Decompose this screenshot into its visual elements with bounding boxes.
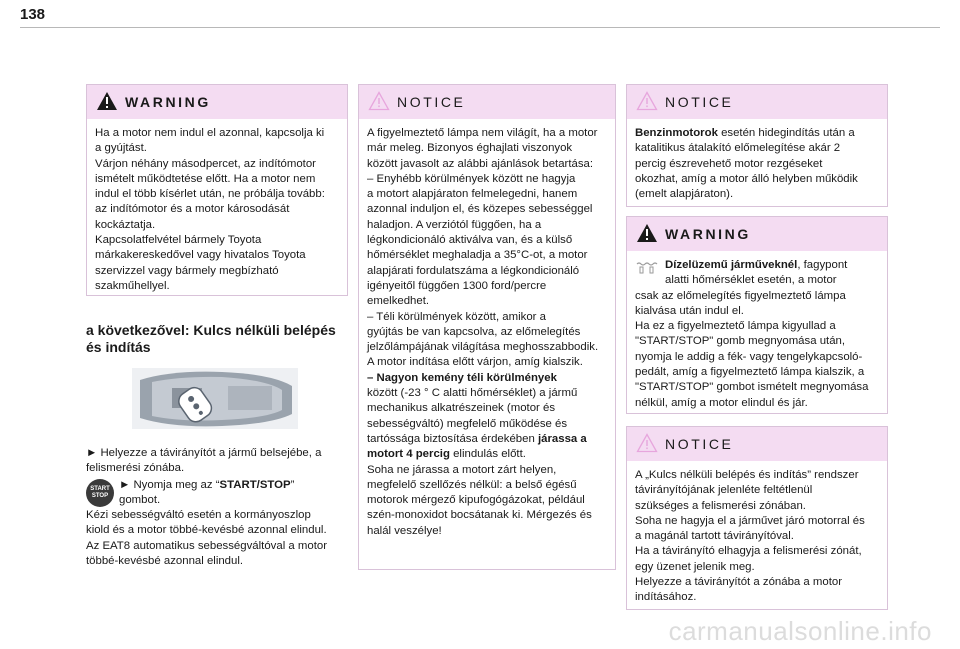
text-line: percig észrevehető motor rezgéseket [635,157,823,170]
start-stop-button-icon: START STOP [86,479,114,507]
notice-header [359,85,615,119]
text-line: szükséges a felismerési zónában. [635,499,806,512]
notice-header [627,85,887,119]
text-line: jelzőlámpájának világítása meghosszabbodik. [367,341,599,354]
top-rule [20,27,940,28]
notice-title: NOTICE [665,94,734,110]
text-line: légkondicionáló aktiválva van, és a külső [367,234,573,247]
text-line: Soha ne járassa a motort zárt helyen, [367,463,557,476]
text-line: felismerési zónába. [86,462,185,475]
text-line: kialvása után indul el. [635,304,744,317]
text-line: hőmérséklet meghaladja a 35°C-ot, a motor [367,249,588,262]
notice-box-2 [358,84,616,570]
notice-title: NOTICE [665,436,734,452]
warning-header [87,85,347,119]
text-line: megfelelő szellőzés nélkül: a belső égésű [367,478,577,491]
text-line: egy üzenet jelenik meg. [635,560,755,573]
warning-triangle-icon [96,91,118,111]
text-line: már meleg. Bizonyos éghajlati viszonyok [367,142,573,155]
notice-body [627,119,887,210]
text-line: kockáztatja. [95,218,156,231]
text-line: szén-monoxidot bocsátanak ki. Mérgezés és [367,509,592,522]
text-line: Az EAT8 automatikus sebességváltóval a motor [86,539,328,552]
section-title-line: és indítás [86,339,151,355]
text-line: mechanikus alkatrészeinek (motor és [367,402,556,415]
notice-box-3a [626,84,888,207]
text-line: a magánál tartott távirányítóval. [635,530,794,543]
text-line: tartóssága biztosítása érdekében járassa a [367,432,587,445]
text-line: gombot. [119,493,161,506]
text-line: "START/STOP" gombot ismételt megnyomása [635,381,869,394]
notice-triangle-icon [636,433,658,453]
warning-body [627,251,887,419]
text-line: a motort alapjáraton felmelegedni, hanem [367,188,578,201]
notice-triangle-icon [368,91,390,111]
notice-triangle-icon [636,91,658,111]
text-line: Kapcsolatfelvétel bármely Toyota [95,234,262,247]
text-line: "START/STOP" gomb megnyomása után, [635,335,846,348]
text-line: az indítómotor és a motor károsodását [95,203,290,216]
text-line: – Enyhébb körülmények között ne hagyja [367,172,576,185]
text-line: sebességváltó) megfelelő működése és [367,417,568,430]
text-line: haladjon. A verziótól függően, ha a [367,218,542,231]
warning-box-3 [626,216,888,414]
notice-box-3b [626,426,888,610]
start-stop-row [86,477,348,509]
warning-title: WARNING [665,226,751,242]
text-line: ► Nyomja meg az “START/STOP” [119,478,295,491]
text-line: Benzinmotorok esetén hidegindítás után a [635,127,855,139]
text-line: motort 4 percig elindulás előtt. [367,448,526,461]
warning-body [87,119,347,302]
warning-box-1 [86,84,348,296]
text-line: okozhat, amíg a motor álló helyben működik [635,172,858,185]
text-line: (emelt alapjáraton). [635,188,734,201]
text-line: nyomja le addig a fék- vagy tengelykapcsoló- [635,350,863,363]
glow-plug-icon [635,261,659,275]
page-number: 138 [20,6,46,23]
text-line: – Nagyon kemény téli körülmények [367,371,557,384]
text-line: ► Helyezze a távirányítót a jármű belsejébe, a [86,447,322,459]
text-line: igényeitől függően 1300 ford/percre [367,279,547,292]
text-line: azonnal induljon el, és közepes sebességgel [367,203,593,216]
car-outline-icon [140,372,292,427]
text-line: indításához. [635,591,697,604]
section-title [86,322,346,356]
text-line: szervizzel vagy bármely megbízható [95,264,279,277]
warning-triangle-icon [636,223,658,243]
diesel-row [635,258,879,289]
text-line: Kézi sebességváltó esetén a kormányoszlop [86,509,311,522]
text-line: Várjon néhány másodpercet, az indítómotor [95,157,316,170]
instructions-text [86,446,348,569]
notice-body [359,119,615,547]
text-line: ismételt működtetése előtt. Ha a motor nem [95,172,316,185]
text-line: a gyújtást. [95,142,147,155]
text-line: pedált, amíg a figyelmeztető lámpa kialszik, a [635,366,865,379]
text-line: halál veszélye! [367,524,442,537]
car-key-illustration [132,368,298,429]
text-line: szakműhellyel. [95,279,170,292]
warning-title: WARNING [125,94,211,110]
text-line: indul el több kísérlet után, ne próbálja tovább: [95,188,325,201]
text-line: Helyezze a távirányítót a zónába a motor [635,576,843,589]
text-line: – Téli körülmények között, amikor a [367,310,546,323]
text-line: csak az előmelegítés figyelmeztető lámpa [635,289,846,302]
notice-body [627,461,887,614]
text-line: emelkedhet. [367,295,430,308]
warning-header [627,217,887,251]
text-line: között (-23 ° C alatti hőmérséklet) a jármű [367,387,578,400]
text-line: kiold és a motor többé-kevésbé azonnal elindul. [86,524,327,537]
text-line: motorok mérgező kipufogógázokat, például [367,494,585,507]
text-line: között javasolt az alábbi ajánlások betartása: [367,157,594,170]
text-line: Ha a távirányító elhagyja a felismerési zónát, [635,545,862,558]
text-line: Ha a motor nem indul el azonnal, kapcsolja ki [95,127,325,139]
text-line: alapjárati fordulatszáma a légkondicionáló [367,264,580,277]
text-line: nélkül, amíg a motor elindul és jár. [635,396,808,409]
text-line: A figyelmeztető lámpa nem világít, ha a motor [367,127,598,139]
notice-title: NOTICE [397,94,466,110]
text-line: Dízelüzemű járműveknél, fagypont [665,259,848,271]
watermark: carmanualsonline.info [668,616,932,646]
section-title-line: a következővel: Kulcs nélküli belépés [86,322,336,338]
text-line: A motor indítása előtt várjon, amíg kialszik. [367,356,583,369]
text-line: többé-kevésbé azonnal elindul. [86,555,244,568]
notice-header [627,427,887,461]
text-line: gyújtás be van kapcsolva, az előmelegítés [367,325,581,338]
text-line: távirányítójának jelenléte feltétlenül [635,484,813,497]
text-line: Ha ez a figyelmeztető lámpa kigyullad a [635,320,836,333]
text-line: A „Kulcs nélküli belépés és indítás” rendszer [635,469,859,481]
text-line: Soha ne hagyja el a járművet járó motorral és [635,514,865,527]
text-line: katalitikus átalakító előmelegítése akár 2 [635,142,841,155]
text-line: alatti hőmérséklet esetén, a motor [665,274,837,287]
text-line: márkakereskedővel vagy hivatalos Toyota [95,249,306,262]
